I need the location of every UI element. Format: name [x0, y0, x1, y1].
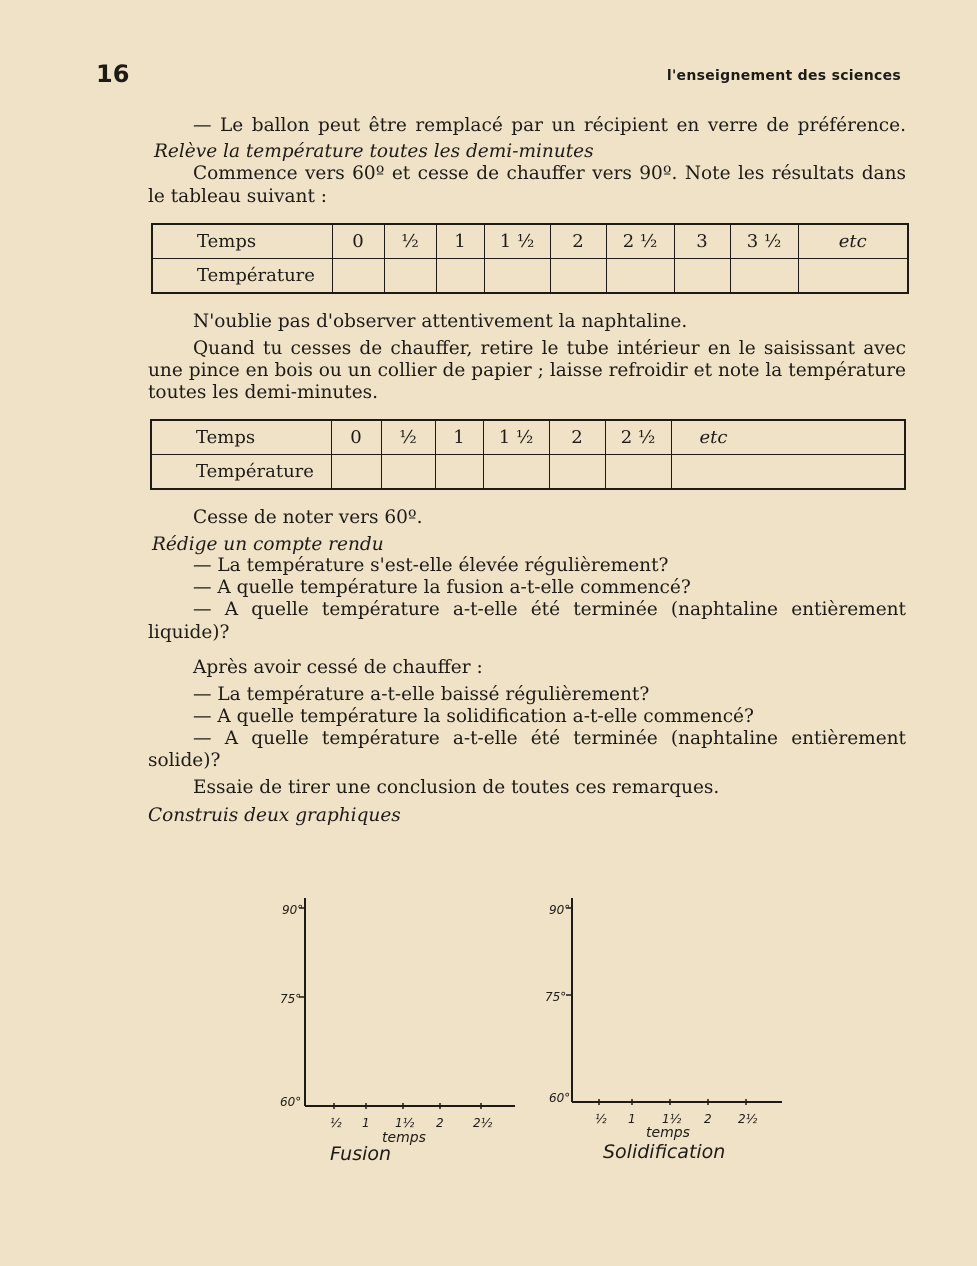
text-line: le tableau suivant :	[148, 186, 328, 207]
text-line: — A quelle température la fusion a-t-elle commencé?	[193, 577, 691, 598]
time-cell: etc	[798, 224, 908, 259]
y-tick-label: 75°	[280, 992, 302, 1006]
text-line: — Le ballon peut être remplacé par un récipient en verre de préférence.	[193, 115, 906, 136]
empty-cell	[606, 259, 674, 294]
text-line: — A quelle température a-t-elle été terminée (naphtaline entièrement	[193, 728, 906, 749]
empty-cell	[435, 455, 483, 490]
section-heading: Rédige un compte rendu	[152, 534, 384, 555]
text-line: toutes les demi-minutes.	[148, 382, 379, 403]
text-line: Commence vers 60º et cesse de chauffer vers 90º. Note les résultats dans	[193, 163, 906, 184]
x-tick-label: 2½	[738, 1112, 758, 1126]
empty-cell	[381, 455, 435, 490]
time-cell: 1 ½	[483, 420, 549, 455]
time-cell: 2	[550, 224, 606, 259]
time-cell: etc	[671, 420, 905, 455]
time-cell: ½	[384, 224, 436, 259]
empty-cell	[550, 259, 606, 294]
text-line: — A quelle température a-t-elle été terminée (naphtaline entièrement	[193, 599, 906, 620]
table-row	[151, 420, 905, 455]
heating-table	[151, 223, 909, 294]
x-axis-label: temps	[646, 1125, 690, 1141]
time-cell: 3 ½	[730, 224, 798, 259]
x-tick-label: ½	[330, 1116, 342, 1130]
text-line: Après avoir cessé de chauffer :	[193, 657, 483, 678]
fusion-caption: Fusion	[330, 1143, 392, 1165]
empty-cell	[384, 259, 436, 294]
text-line: — La température s'est-elle élevée régulièrement?	[193, 555, 669, 576]
empty-cell	[484, 259, 550, 294]
text-line: — A quelle température la solidification a-t-elle commencé?	[193, 706, 754, 727]
text-line: solide)?	[148, 750, 221, 771]
x-tick-label: 1½	[662, 1112, 682, 1126]
y-tick-label: 60°	[280, 1095, 302, 1109]
empty-cell	[730, 259, 798, 294]
time-cell: 0	[331, 420, 381, 455]
x-axis-label: temps	[382, 1130, 426, 1146]
y-tick-label: 75°	[545, 990, 567, 1004]
empty-cell	[798, 259, 908, 294]
empty-cell	[331, 455, 381, 490]
row-label: Température	[151, 455, 331, 490]
empty-cell	[671, 455, 905, 490]
page-number: 16	[96, 60, 130, 88]
empty-cell	[483, 455, 549, 490]
time-cell: 2 ½	[606, 224, 674, 259]
time-cell: 2 ½	[605, 420, 671, 455]
x-tick-label: 1	[362, 1116, 370, 1130]
row-label: Temps	[151, 420, 331, 455]
x-tick-label: 1½	[395, 1116, 415, 1130]
table-row	[151, 455, 905, 490]
time-cell: 2	[549, 420, 605, 455]
fusion-graph	[270, 890, 530, 1150]
running-title: l'enseignement des sciences	[666, 68, 901, 84]
section-heading: Relève la température toutes les demi-minutes	[154, 141, 594, 162]
x-tick-label: 2	[704, 1112, 712, 1126]
text-line: Essaie de tirer une conclusion de toutes ces remarques.	[193, 777, 720, 798]
solidification-graph-axes	[540, 890, 800, 1141]
time-cell: ½	[381, 420, 435, 455]
table-row	[152, 224, 908, 259]
time-cell: 0	[332, 224, 384, 259]
empty-cell	[674, 259, 730, 294]
time-cell: 1 ½	[484, 224, 550, 259]
text-line: — La température a-t-elle baissé régulièrement?	[193, 684, 650, 705]
time-cell: 3	[674, 224, 730, 259]
empty-cell	[436, 259, 484, 294]
time-cell: 1	[436, 224, 484, 259]
text-line: liquide)?	[148, 622, 230, 643]
solidification-caption: Solidification	[603, 1141, 726, 1163]
cooling-table	[150, 419, 906, 490]
empty-cell	[332, 259, 384, 294]
text-line: Cesse de noter vers 60º.	[193, 507, 423, 528]
solidification-graph	[540, 890, 800, 1150]
y-tick-label: 90°	[549, 903, 571, 917]
x-tick-label: 1	[628, 1112, 636, 1126]
y-tick-label: 60°	[549, 1091, 571, 1105]
row-label: Température	[152, 259, 332, 294]
time-cell: 1	[435, 420, 483, 455]
table-row	[152, 259, 908, 294]
text-line: N'oublie pas d'observer attentivement la naphtaline.	[193, 311, 688, 332]
section-heading: Construis deux graphiques	[148, 805, 401, 826]
fusion-graph-axes	[270, 890, 530, 1146]
empty-cell	[605, 455, 671, 490]
x-tick-label: 2	[436, 1116, 444, 1130]
y-tick-label: 90°	[282, 903, 304, 917]
text-line: une pince en bois ou un collier de papier ; laisse refroidir et note la température	[148, 360, 906, 381]
empty-cell	[549, 455, 605, 490]
x-tick-label: 2½	[473, 1116, 493, 1130]
x-tick-label: ½	[595, 1112, 607, 1126]
text-line: Quand tu cesses de chauffer, retire le tube intérieur en le saisissant avec	[193, 338, 906, 359]
row-label: Temps	[152, 224, 332, 259]
